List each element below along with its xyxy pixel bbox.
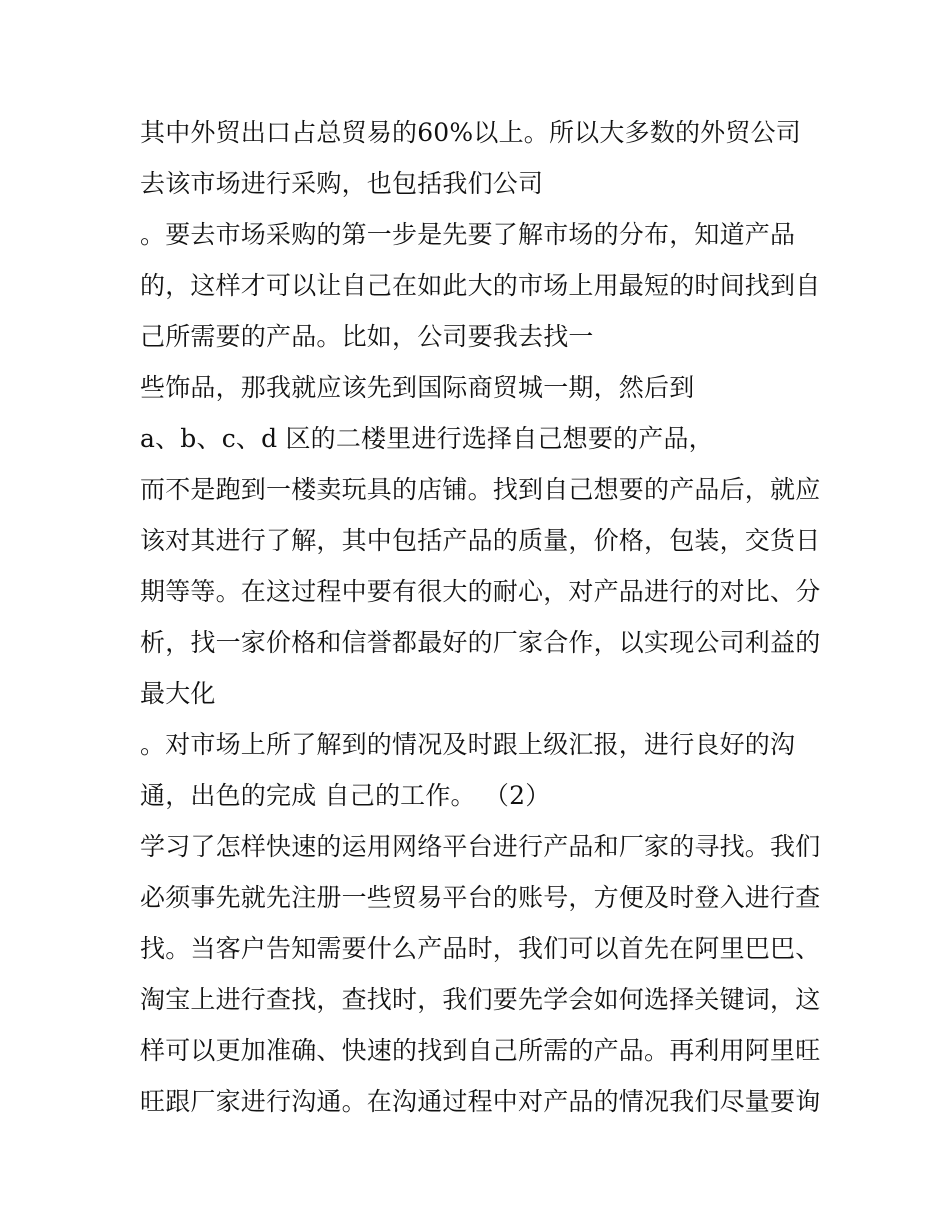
body-text bbox=[140, 107, 830, 1127]
text-line-19: 样可以更加准确、快速的找到自己所需的产品。再利用阿里旺 bbox=[140, 1036, 821, 1065]
text-line-11: 析，找一家价格和信誉都最好的厂家合作，以实现公司利益的 bbox=[140, 628, 821, 657]
text-line-8: 而不是跑到一楼卖玩具的店铺。找到自己想要的产品后，就应 bbox=[140, 475, 821, 504]
text-line-7: a、b、c、d 区的二楼里进行选择自己想要的产品， bbox=[140, 424, 714, 453]
text-line-6: 些饰品，那我就应该先到国际商贸城一期，然后到 bbox=[140, 373, 695, 402]
text-line-2: 去该市场进行采购，也包括我们公司 bbox=[140, 169, 544, 198]
text-line-17: 找。当客户告知需要什么产品时，我们可以首先在阿里巴巴、 bbox=[140, 934, 821, 963]
text-line-3: 。要去市场采购的第一步是先要了解市场的分布，知道产品 bbox=[140, 220, 796, 249]
text-line-15: 学习了怎样快速的运用网络平台进行产品和厂家的寻找。我们 bbox=[140, 832, 821, 861]
text-line-16: 必须事先就先注册一些贸易平台的账号，方便及时登入进行查 bbox=[140, 883, 821, 912]
text-line-9: 该对其进行了解，其中包括产品的质量，价格，包装，交货日 bbox=[140, 526, 821, 555]
text-line-12: 最大化 bbox=[140, 679, 216, 708]
text-line-5: 己所需要的产品。比如，公司要我去找一 bbox=[140, 322, 594, 351]
text-line-10: 期等等。在这过程中要有很大的耐心，对产品进行的对比、分 bbox=[140, 577, 821, 606]
text-line-4: 的，这样才可以让自己在如此大的市场上用最短的时间找到自 bbox=[140, 271, 821, 300]
text-line-18: 淘宝上进行查找，查找时，我们要先学会如何选择关键词，这 bbox=[140, 985, 821, 1014]
text-line-20: 旺跟厂家进行沟通。在沟通过程中对产品的情况我们尽量要询 bbox=[140, 1087, 821, 1116]
text-line-14: 通，出色的完成 自己的工作。 （2） bbox=[140, 781, 551, 810]
text-line-13: 。对市场上所了解到的情况及时跟上级汇报，进行良好的沟 bbox=[140, 730, 796, 759]
text-line-1: 其中外贸出口占总贸易的60%以上。所以大多数的外贸公司 bbox=[140, 118, 801, 147]
